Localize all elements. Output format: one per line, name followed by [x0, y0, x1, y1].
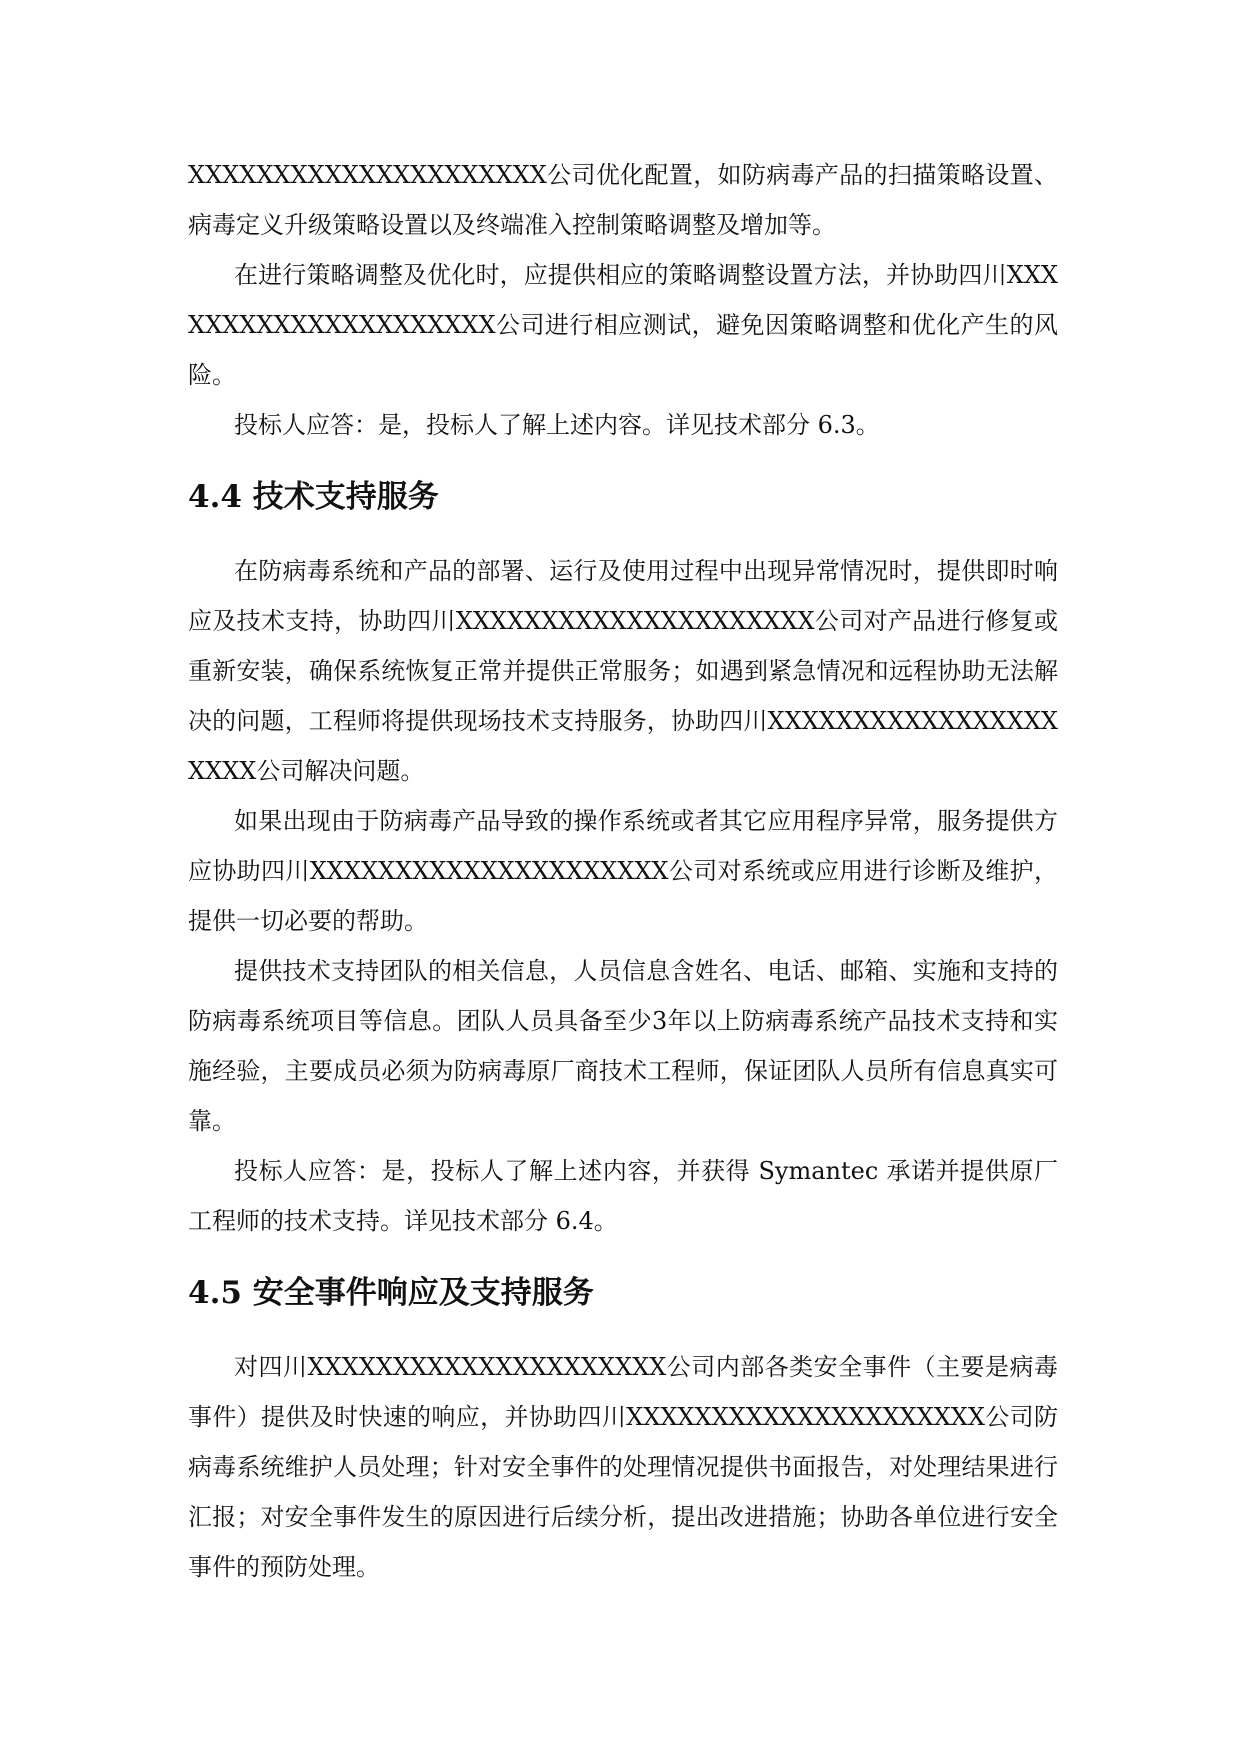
- document-body: [188, 150, 1058, 1592]
- s45-paragraph-1: 对四川XXXXXXXXXXXXXXXXXXXXX公司内部各类安全事件（主要是病毒事件）提供及时快速的响应，并协助四川XXXXXXXXXXXXXXXXXXXXX公司防病毒系统维护人员处理；针对安全事件的处理情况提供书面报告，对处理结果进行汇报；对安全事件发生的原因进行后续分析，提出改进措施；协助各单位进行安全事件的预防处理。: [188, 1353, 1058, 1581]
- s44-paragraph-2: 如果出现由于防病毒产品导致的操作系统或者其它应用程序异常，服务提供方应协助四川XXXXXXXXXXXXXXXXXXXXX公司对系统或应用进行诊断及维护，提供一切必要的帮助。: [188, 807, 1058, 935]
- intro-paragraph-2: 在进行策略调整及优化时，应提供相应的策略调整设置方法，并协助四川XXXXXXXXXXXXXXXXXXXXX公司进行相应测试，避免因策略调整和优化产生的风险。: [188, 261, 1058, 389]
- section-heading-4-4: 4.4 技术支持服务: [188, 479, 439, 515]
- intro-paragraph-1: XXXXXXXXXXXXXXXXXXXXX公司优化配置，如防病毒产品的扫描策略设置、病毒定义升级策略设置以及终端准入控制策略调整及增加等。: [188, 161, 1058, 239]
- s44-bidder-response: 投标人应答：是，投标人了解上述内容，并获得 Symantec 承诺并提供原厂工程师的技术支持。详见技术部分 6.4。: [188, 1157, 1058, 1235]
- s44-paragraph-3: 提供技术支持团队的相关信息，人员信息含姓名、电话、邮箱、实施和支持的防病毒系统项目等信息。团队人员具备至少3年以上防病毒系统产品技术支持和实施经验，主要成员必须为防病毒原厂商技术工程师，保证团队人员所有信息真实可靠。: [188, 957, 1058, 1135]
- section-heading-4-5: 4.5 安全事件响应及支持服务: [188, 1275, 594, 1311]
- s44-paragraph-1: 在防病毒系统和产品的部署、运行及使用过程中出现异常情况时，提供即时响应及技术支持，协助四川XXXXXXXXXXXXXXXXXXXXX公司对产品进行修复或重新安装，确保系统恢复正常并提供正常服务；如遇到紧急情况和远程协助无法解决的问题，工程师将提供现场技术支持服务，协助四川XXXXXXXXXXXXXXXXXXXXX公司解决问题。: [188, 557, 1058, 785]
- intro-bidder-response: 投标人应答：是，投标人了解上述内容。详见技术部分 6.3。: [234, 411, 880, 439]
